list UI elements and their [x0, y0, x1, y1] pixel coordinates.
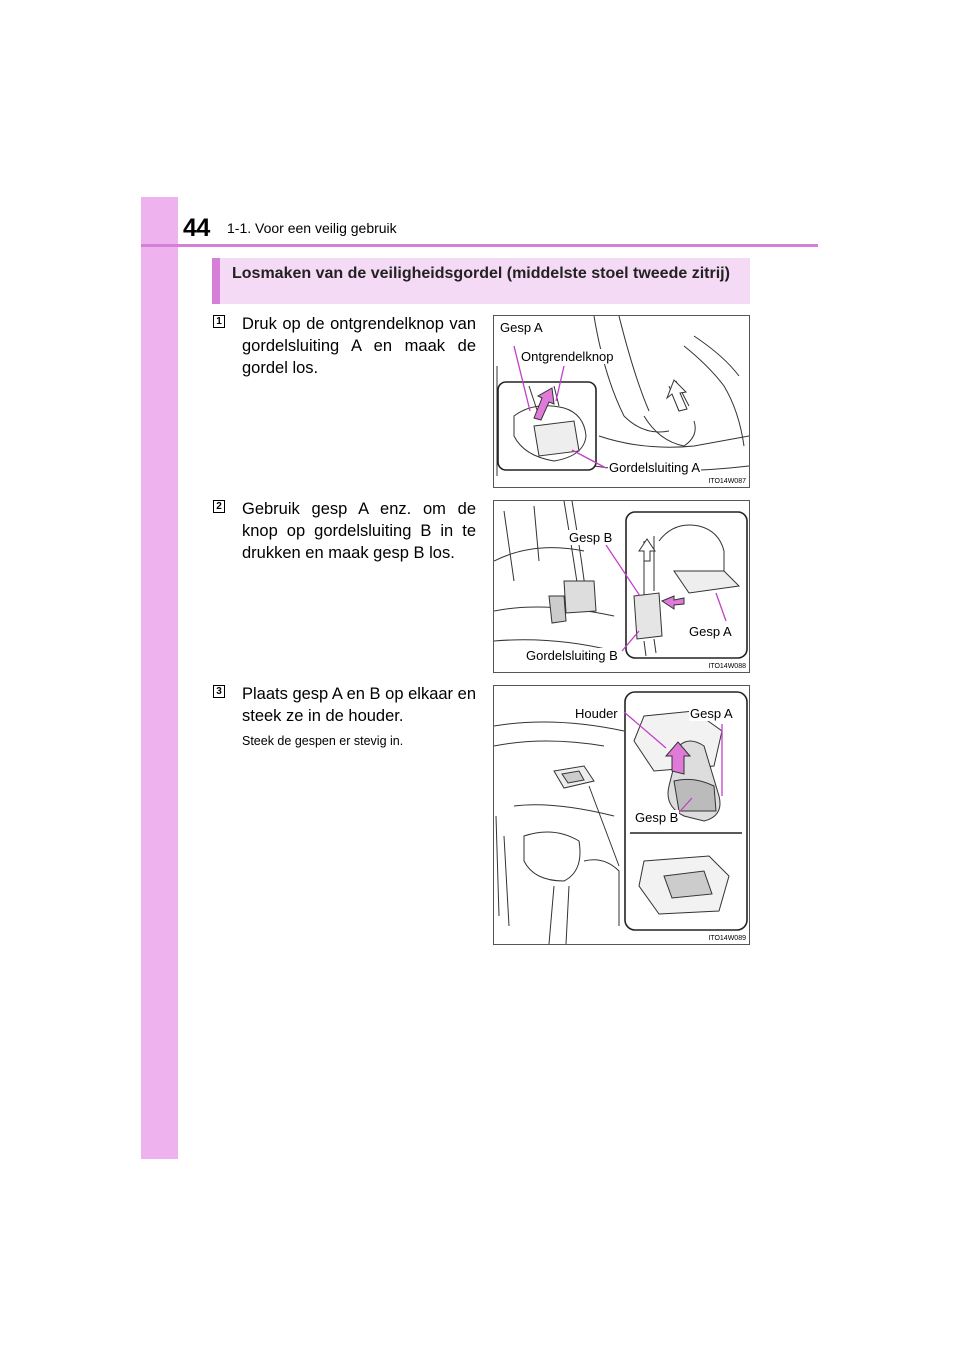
figure-release-buckle-b: [493, 500, 750, 673]
step-2-number: 2: [213, 500, 225, 513]
label-gordelsluiting-b: Gordelsluiting B: [526, 648, 618, 663]
label-gordelsluiting-a: Gordelsluiting A: [609, 460, 701, 475]
label-gesp-a: Gesp A: [500, 320, 543, 335]
figure-code: ITO14W089: [708, 935, 746, 942]
step-3-note: Steek de gespen er stevig in.: [242, 734, 404, 748]
label-gesp-a: Gesp A: [690, 706, 733, 721]
label-houder: Houder: [575, 706, 618, 721]
figure-release-buckle-a: [493, 315, 750, 488]
step-1-number: 1: [213, 315, 225, 328]
label-gesp-a: Gesp A: [689, 624, 732, 639]
section-title: 1-1. Voor een veilig gebruik: [227, 220, 397, 236]
step-1-text: Druk op de ontgrendelknop van gordelsluiting A en maak de gordel los.: [242, 315, 476, 377]
side-tab-bar: [141, 197, 178, 1159]
step-3-number: 3: [213, 685, 225, 698]
figure-stow-buckles: [493, 685, 750, 945]
page-number: 44: [183, 214, 210, 242]
seat-buckle-b-illustration: [494, 501, 749, 672]
label-gesp-b: Gesp B: [569, 530, 613, 545]
step-3-text: Plaats gesp A en B op elkaar en steek ze in de houder.: [242, 685, 476, 725]
figure-code: ITO14W087: [708, 478, 746, 485]
section-heading: Losmaken van de veiligheidsgordel (middelste stoel tweede zitrij): [212, 258, 750, 304]
holder-illustration: [494, 686, 749, 944]
label-gesp-b: Gesp B: [635, 810, 679, 825]
header-rule: [141, 244, 818, 247]
figure-code: ITO14W088: [708, 663, 746, 670]
step-2-text: Gebruik gesp A enz. om de knop op gordelsluiting B in te drukken en maak gesp B los.: [242, 500, 476, 562]
label-ontgrendelknop: Ontgrendelknop: [521, 349, 614, 364]
